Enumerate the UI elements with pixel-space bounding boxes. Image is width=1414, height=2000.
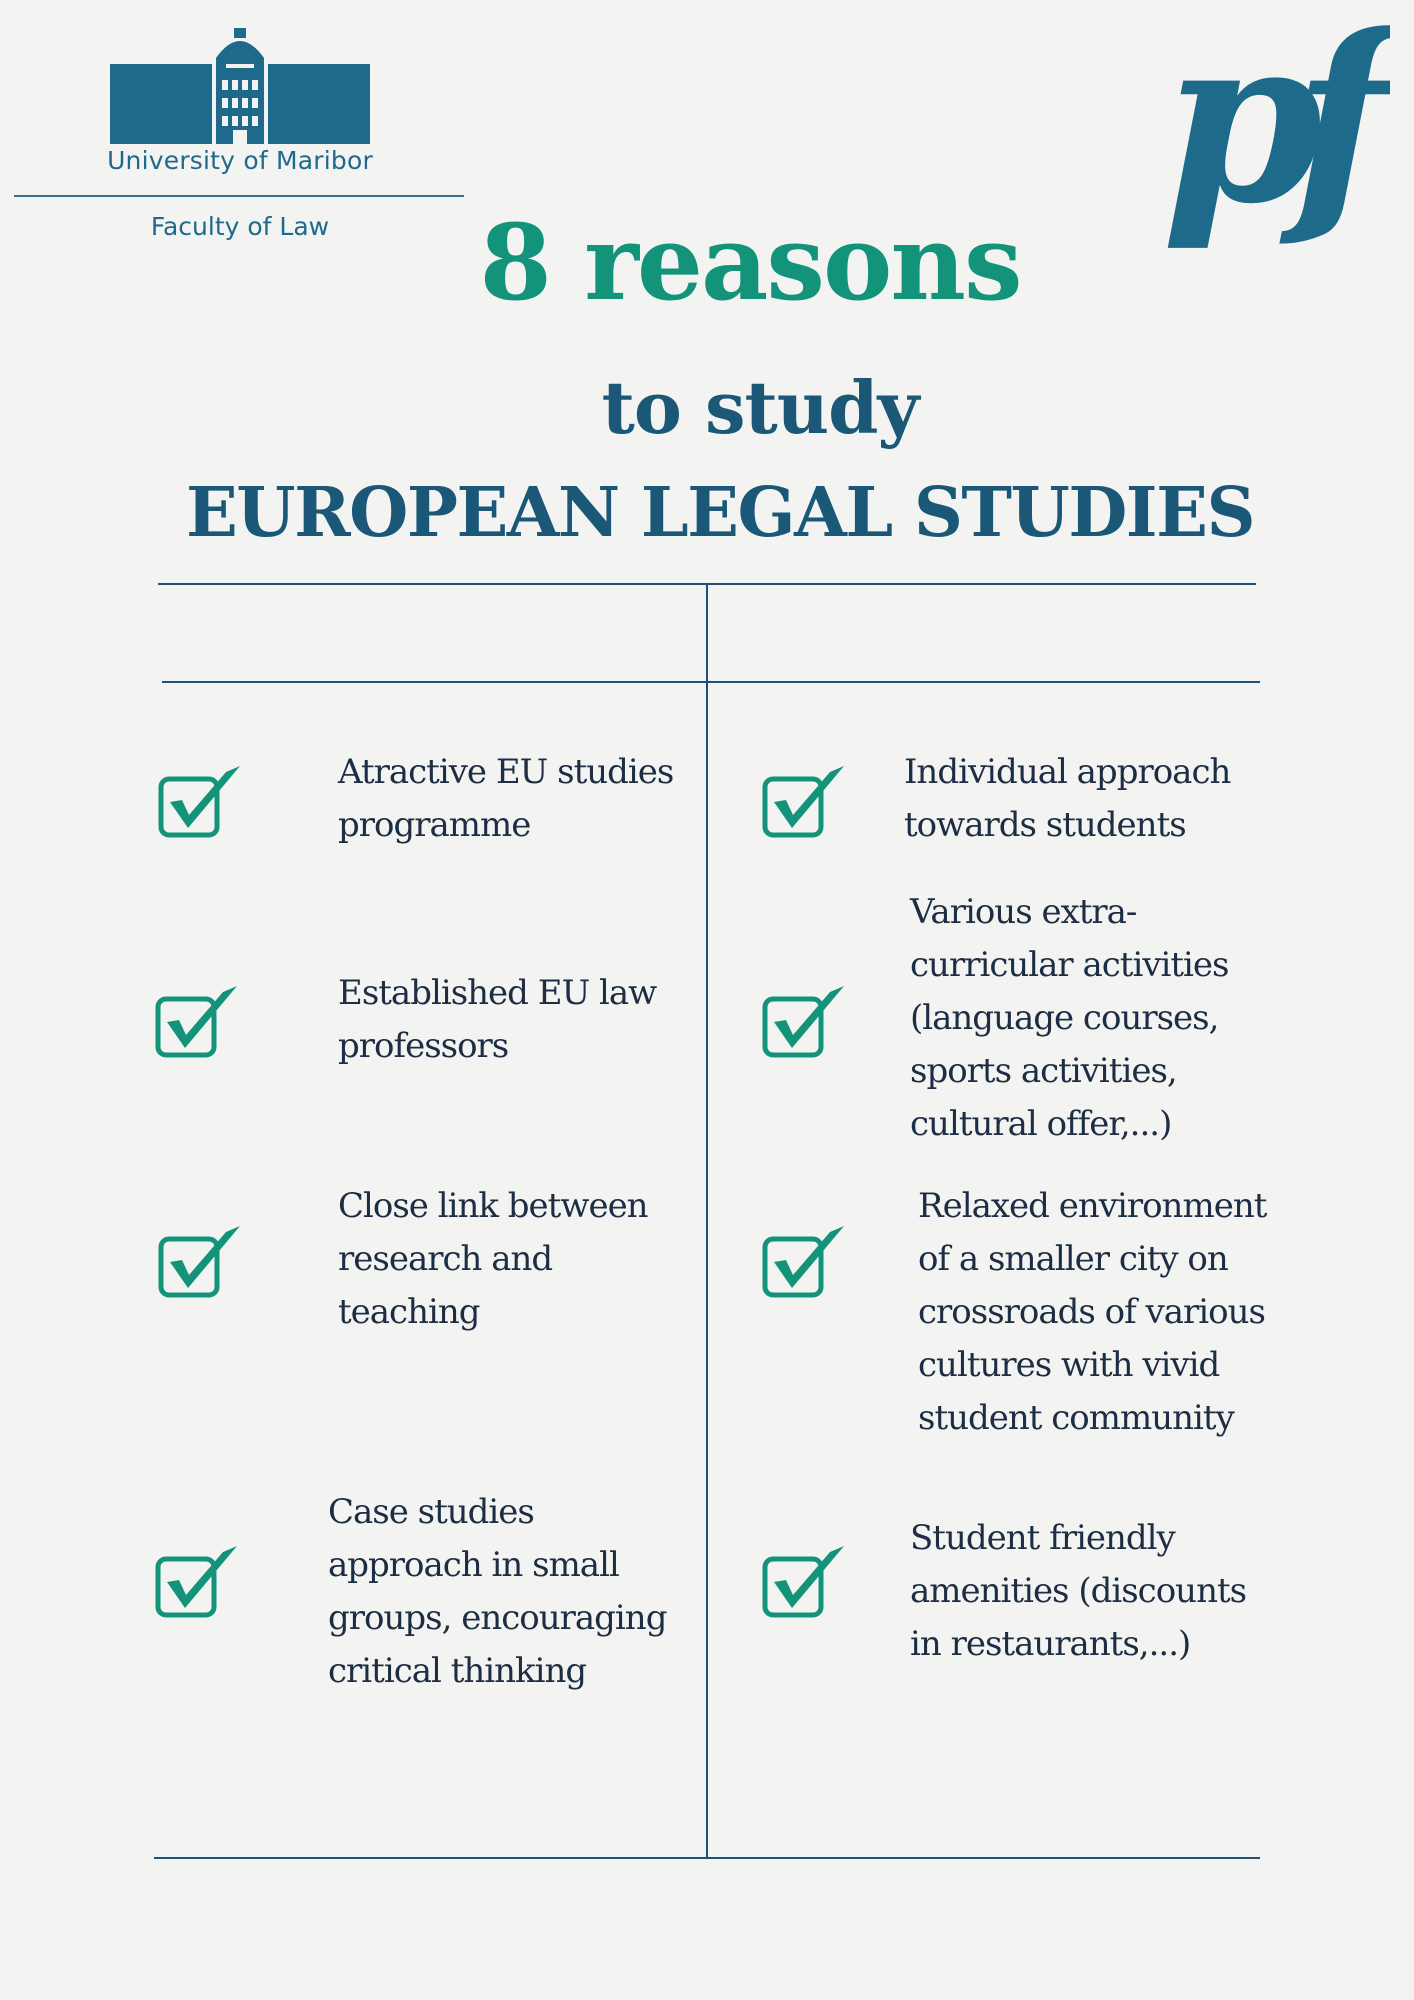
reason-line: crossroads of various <box>918 1292 1265 1332</box>
reason-line: Close link between <box>338 1186 648 1226</box>
reason-line: programme <box>338 805 531 845</box>
reason-line: Relaxed environment <box>918 1186 1267 1226</box>
reason-item <box>338 1180 648 1339</box>
reason-line: Individual approach <box>904 752 1231 792</box>
reason-line: approach in small <box>328 1545 619 1585</box>
reason-line: Atractive EU studies <box>338 752 674 792</box>
reason-item <box>328 1486 666 1698</box>
reason-item <box>338 746 673 852</box>
table-header-rule <box>162 681 1260 683</box>
checkmark-icon <box>158 1220 250 1310</box>
reason-line: cultural offer,...) <box>910 1104 1172 1144</box>
title-main: 8 reasons <box>479 201 1021 324</box>
reason-line: in restaurants,...) <box>910 1624 1191 1664</box>
faculty-pf-mark: pf <box>1162 24 1362 250</box>
checkmark-icon <box>762 1540 854 1630</box>
checkmark-icon <box>155 980 247 1070</box>
reason-line: critical thinking <box>328 1651 587 1691</box>
reason-item <box>910 1512 1246 1671</box>
reason-item <box>338 967 656 1073</box>
table-column-divider <box>706 583 708 1857</box>
reason-item <box>910 886 1229 1151</box>
checkmark-icon <box>158 760 250 850</box>
reason-line: Student friendly <box>910 1518 1175 1558</box>
table-bottom-rule <box>154 1857 1260 1859</box>
checkmark-icon <box>762 980 854 1070</box>
faculty-name: Faculty of Law <box>150 212 330 241</box>
program-title: EUROPEAN LEGAL STUDIES <box>185 473 1255 553</box>
reason-line: groups, encouraging <box>328 1598 667 1638</box>
logo-divider <box>14 195 464 197</box>
reason-line: towards students <box>904 805 1186 845</box>
reason-item <box>918 1180 1266 1445</box>
reason-item <box>904 746 1230 852</box>
university-building-logo <box>110 24 370 144</box>
reason-line: student community <box>918 1398 1234 1438</box>
checkmark-icon <box>155 1540 247 1630</box>
reason-line: Various extra- <box>910 892 1137 932</box>
reason-line: curricular activities <box>910 945 1229 985</box>
reason-line: Established EU law <box>338 973 657 1013</box>
university-name: University of Maribor <box>107 146 373 175</box>
reason-line: sports activities, <box>910 1051 1177 1091</box>
reason-line: cultures with vivid <box>918 1345 1220 1385</box>
checkmark-icon <box>762 760 854 850</box>
reason-line: professors <box>338 1026 509 1066</box>
reason-line: (language courses, <box>910 998 1219 1038</box>
reason-line: amenities (discounts <box>910 1571 1247 1611</box>
reason-line: Case studies <box>328 1492 534 1532</box>
checkmark-icon <box>762 1220 854 1310</box>
title-sub: to study <box>601 365 919 450</box>
reason-line: research and <box>338 1239 553 1279</box>
reason-line: teaching <box>338 1292 480 1332</box>
reason-line: of a smaller city on <box>918 1239 1228 1279</box>
